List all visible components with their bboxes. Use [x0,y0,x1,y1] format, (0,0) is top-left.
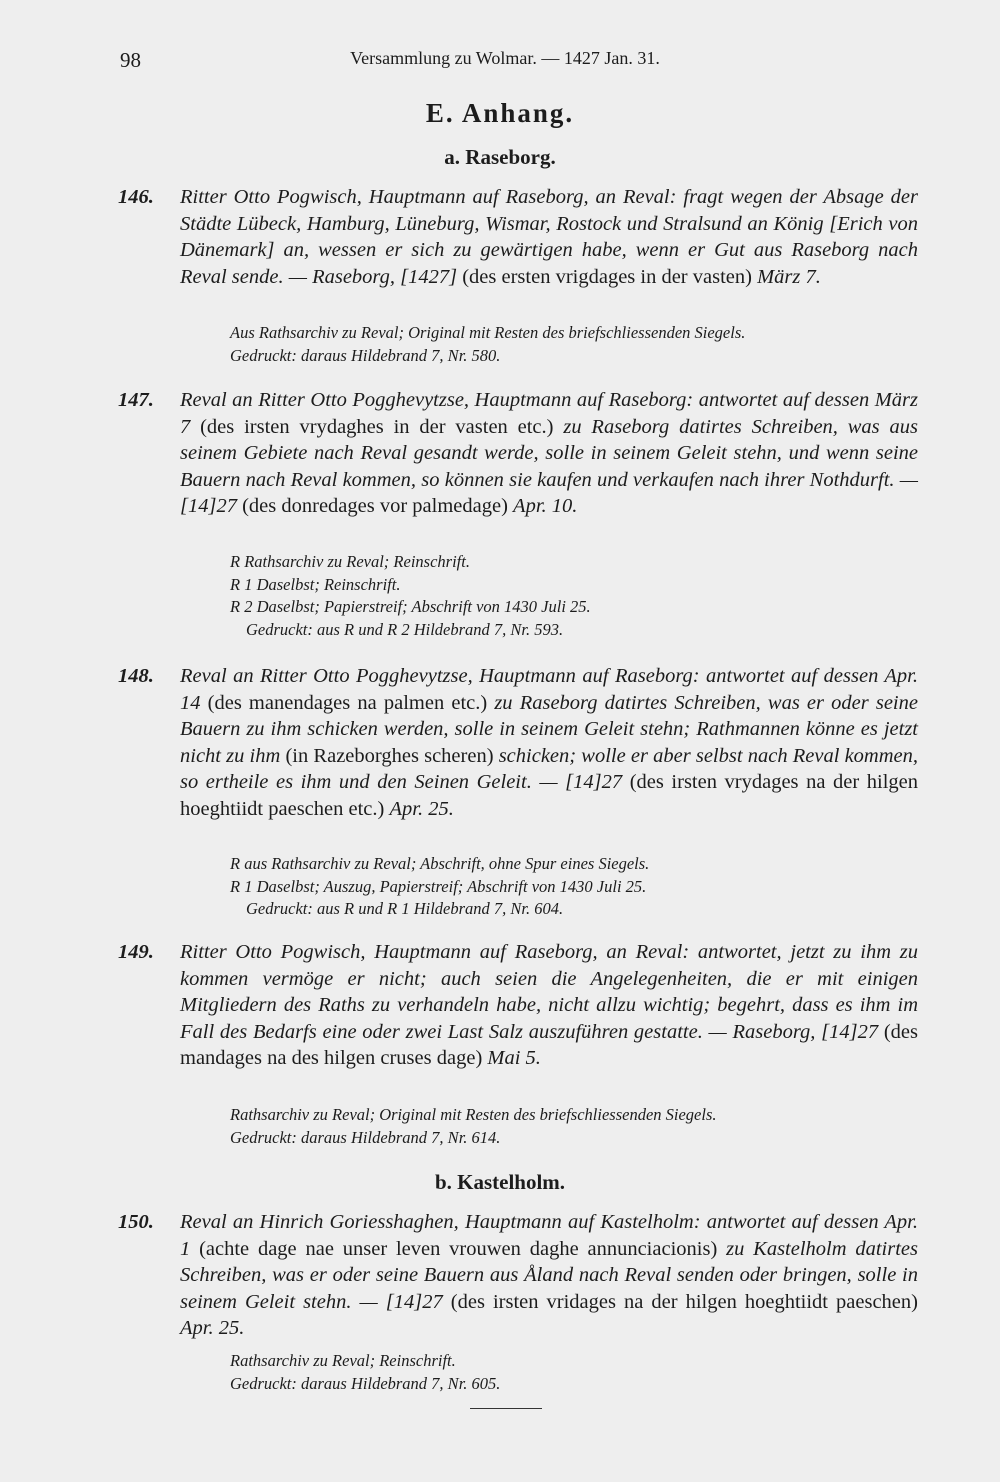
entry-summary-text: Reval an Ritter Otto Pogghevytzse, Hauptmann auf Raseborg: antwortet auf dessen März 7 [180,389,918,438]
source-notes-147 [230,551,910,641]
entry-text [180,387,918,520]
entry-summary-text: schicken; wolle er aber selbst nach Reval kommen, so ertheile es ihm und den Seinen Geleit. — [14]27 [180,744,919,793]
entry-147 [118,387,918,520]
entry-summary-text: Apr. 25. [180,1317,245,1339]
entry-number: 149. [118,941,154,963]
entry-quote-text: (des ersten vrigdages in der vasten) [457,265,758,288]
source-notes-146 [230,322,910,367]
entry-summary-text: Ritter Otto Pogwisch, Hauptmann auf Raseborg, an Reval: fragt wegen der Absage der Städte Lübeck, Hamburg, Lüneburg, Wismar, Rostock und Stralsund an König [Erich von Dänemark] an, wessen er sich zu gewärtigen habe, wenn er Gut aus Raseborg nach Reval sende. — Raseborg, [1427] [180,186,918,288]
section-heading-raseborg: a. Raseborg. [444,145,556,169]
entry-text [180,663,918,822]
entry-number: 150. [118,1211,154,1233]
entry-149 [118,939,918,1072]
footer-rule [470,1408,542,1409]
source-note: Rathsarchiv zu Reval; Original mit Resten des briefschliessenden Siegels. [230,1105,717,1124]
entry-summary-text: zu Kastelholm datirtes Schreiben, was er oder seine Bauern aus Åland nach Reval senden oder bringen, solle in seinem Geleit stehn. — [14]27 [180,1237,918,1313]
page-header [120,48,890,78]
page-number: 98 [120,48,141,72]
entry-146 [118,184,918,290]
entry-summary-text: März 7. [757,265,821,288]
running-title: Versammlung zu Wolmar. — 1427 Jan. 31. [350,48,660,68]
entry-text [180,1209,918,1342]
source-notes-150 [230,1350,910,1395]
entry-summary-text: Apr. 25. [389,797,454,820]
entry-quote-text: (des irsten vrydages na der hilgen hoeghtiidt paeschen etc.) [180,771,918,820]
entry-summary-text: Apr. 10. [513,495,578,517]
entry-quote-text: (in Razeborghes scheren) [280,744,499,767]
source-note: Gedruckt: daraus Hildebrand 7, Nr. 614. [230,1127,501,1147]
source-note: R aus Rathsarchiv zu Reval; Abschrift, ohne Spur eines Siegels. [230,854,650,873]
source-note: Aus Rathsarchiv zu Reval; Original mit Resten des briefschliessenden Siegels. [230,323,746,342]
entry-number: 148. [118,665,154,687]
source-note: Rathsarchiv zu Reval; Reinschrift. [230,1351,456,1370]
source-notes-149 [230,1104,910,1149]
entry-summary-text: Mai 5. [487,1047,541,1069]
source-notes-148 [230,853,910,921]
source-note: R 1 Daselbst; Reinschrift. [230,574,401,594]
entry-quote-text: (des irsten vrydaghes in der vasten etc.) [190,415,564,438]
source-note: Gedruckt: aus R und R 2 Hildebrand 7, Nr. 593. [246,619,564,639]
entry-quote-text: (des mandages na des hilgen cruses dage) [180,1020,919,1069]
source-note: R 2 Daselbst; Papierstreif; Abschrift von 1430 Juli 25. [230,597,591,616]
source-note: Gedruckt: daraus Hildebrand 7, Nr. 605. [230,1373,501,1393]
entry-quote-text: (des donredages vor palmedage) [236,495,514,517]
entry-summary-text: zu Raseborg datirtes Schreiben, was aus seinem Gebiete nach Reval gesandt werde, solle in seinem Geleit stehn, und wenn seine Bauern nach Reval kommen, so können sie kaufen und verkaufen nach ihrer Nothdurft. — [14]27 [180,415,918,517]
entry-quote-text: (des irsten vridages na der hilgen hoeghtiidt paeschen) [442,1290,918,1313]
entry-number: 147. [118,389,154,411]
source-note: Gedruckt: aus R und R 1 Hildebrand 7, Nr. 604. [246,899,564,918]
entry-text [180,939,918,1072]
entry-quote-text: (achte dage nae unser leven vrouwen daghe annunciacionis) [190,1237,727,1260]
entry-148 [118,663,918,822]
entry-number: 146. [118,186,154,208]
section-heading-kastelholm: b. Kastelholm. [434,1170,566,1194]
source-note: R 1 Daselbst; Auszug, Papierstreif; Abschrift von 1430 Juli 25. [230,876,647,896]
entry-summary-text: Reval an Hinrich Goriesshaghen, Hauptmann auf Kastelholm: antwortet auf dessen Apr. 1 [180,1211,918,1260]
source-note: R Rathsarchiv zu Reval; Reinschrift. [230,552,470,571]
entry-summary-text: Reval an Ritter Otto Pogghevytzse, Hauptmann auf Raseborg: antwortet auf dessen Apr. 14 [180,665,918,714]
section-heading-main: E. Anhang. [425,98,575,128]
entry-summary-text: Ritter Otto Pogwisch, Hauptmann auf Raseborg, an Reval: antwortet, jetzt zu ihm zu kommen vermöge er nicht; auch seien die Angelegenheiten, die er mit einigen Mitgliedern des Raths zu verhandeln habe, nicht allzu wichtig; begehrt, dass es ihm im Fall des Bedarfs eine oder zwei Last Salz auszuführen gestatte. — Raseborg, [14]27 [180,941,918,1043]
entry-summary-text: zu Raseborg datirtes Schreiben, was er oder seine Bauern zu ihm schicken werden, solle in seinem Geleit stehn; Rathmannen könne es jetzt nicht zu ihm [180,691,918,767]
entry-150 [118,1209,918,1342]
entry-text [180,184,918,290]
entry-quote-text: (des manendages na palmen etc.) [200,691,495,714]
source-note: Gedruckt: daraus Hildebrand 7, Nr. 580. [230,345,501,365]
